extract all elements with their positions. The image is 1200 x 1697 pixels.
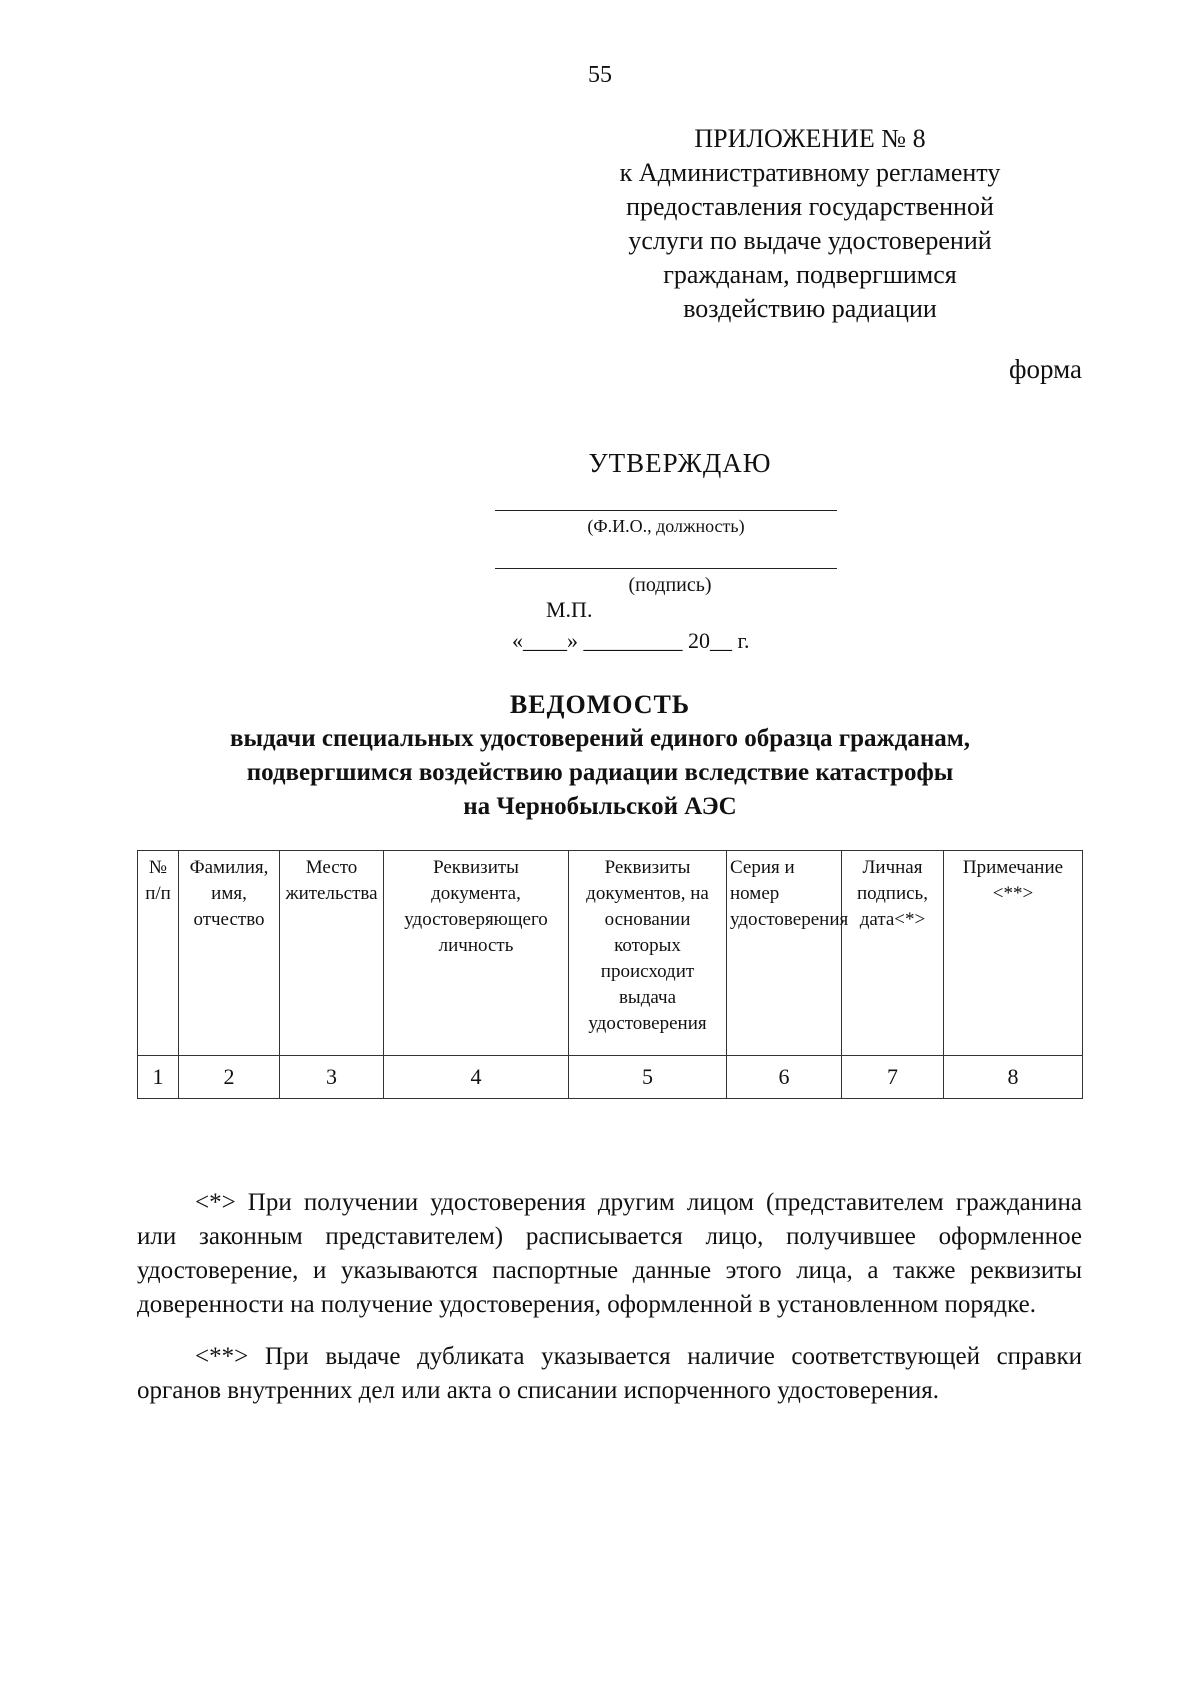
column-number-cell: 8 [944,1056,1083,1099]
document-subtitle-line: выдачи специальных удостоверений единого образца гражданам, [229,725,971,752]
appendix-line: предоставления государственной [626,192,994,221]
appendix-line: к Административному регламенту [619,158,1001,187]
footnote-single-asterisk: <*> При получении удостоверения другим лицом (представителем гражданина или законным представителем) расписывается лицо, получившее оформленное удостоверение, и указываются паспортные данные этого лица, а также реквизиты доверенности на получение удостоверения, оформленной в установленном порядке. [137,1189,1082,1318]
header-cell-basis-documents: Реквизиты документов, на основании которых происходит выдача удостоверения [569,851,727,1056]
document-subtitle-line: подвергшимся воздействию радиации вследствие катастрофы [246,759,954,786]
stamp-label: М.П. [546,597,593,622]
header-cell-number: № п/п [138,851,179,1056]
header-cell-residence: Место жительства [280,851,384,1056]
appendix-block [560,122,1060,326]
table-header-row [138,851,1083,1056]
appendix-title: ПРИЛОЖЕНИЕ № 8 [694,124,926,153]
footnote-double-asterisk: <**> При выдаче дубликата указывается наличие соответствующей справки органов внутренних дел или акта о списании испорченного удостоверения. [137,1343,1082,1404]
document-title-block [0,688,1200,824]
header-cell-note: Примечание <**> [944,851,1083,1056]
footnotes [137,1186,1082,1426]
name-position-caption: (Ф.И.О., должность) [587,516,745,536]
header-cell-certificate-number: Серия и номер удостоверения [727,851,842,1056]
name-position-line [495,510,837,511]
column-number-cell: 3 [280,1056,384,1099]
column-number-cell: 2 [179,1056,280,1099]
column-number-cell: 1 [138,1056,179,1099]
document-subtitle-line: на Чернобыльской АЭС [463,793,737,820]
form-label: форма [1009,354,1082,384]
table-row [138,1056,1083,1099]
column-number-cell: 5 [569,1056,727,1099]
signature-caption: (подпись) [628,574,712,596]
header-cell-id-document: Реквизиты документа, удостоверяющего личность [384,851,569,1056]
column-number-cell: 4 [384,1056,569,1099]
signature-line [495,568,837,569]
ledger-table [137,850,1083,1099]
column-number-cell: 7 [842,1056,944,1099]
header-cell-signature-date: Личная подпись, дата<*> [842,851,944,1056]
header-cell-full-name: Фамилия, имя, отчество [179,851,280,1056]
approval-title: УТВЕРЖДАЮ [588,448,772,478]
date-line: «____» _________ 20__ г. [512,628,750,653]
document-title: ВЕДОМОСТЬ [509,690,691,719]
column-number-cell: 6 [727,1056,842,1099]
appendix-line: услуги по выдаче удостоверений [628,226,992,255]
appendix-line: гражданам, подвергшимся [663,260,957,289]
page-number: 55 [588,62,612,88]
appendix-line: воздействию радиации [683,294,937,323]
